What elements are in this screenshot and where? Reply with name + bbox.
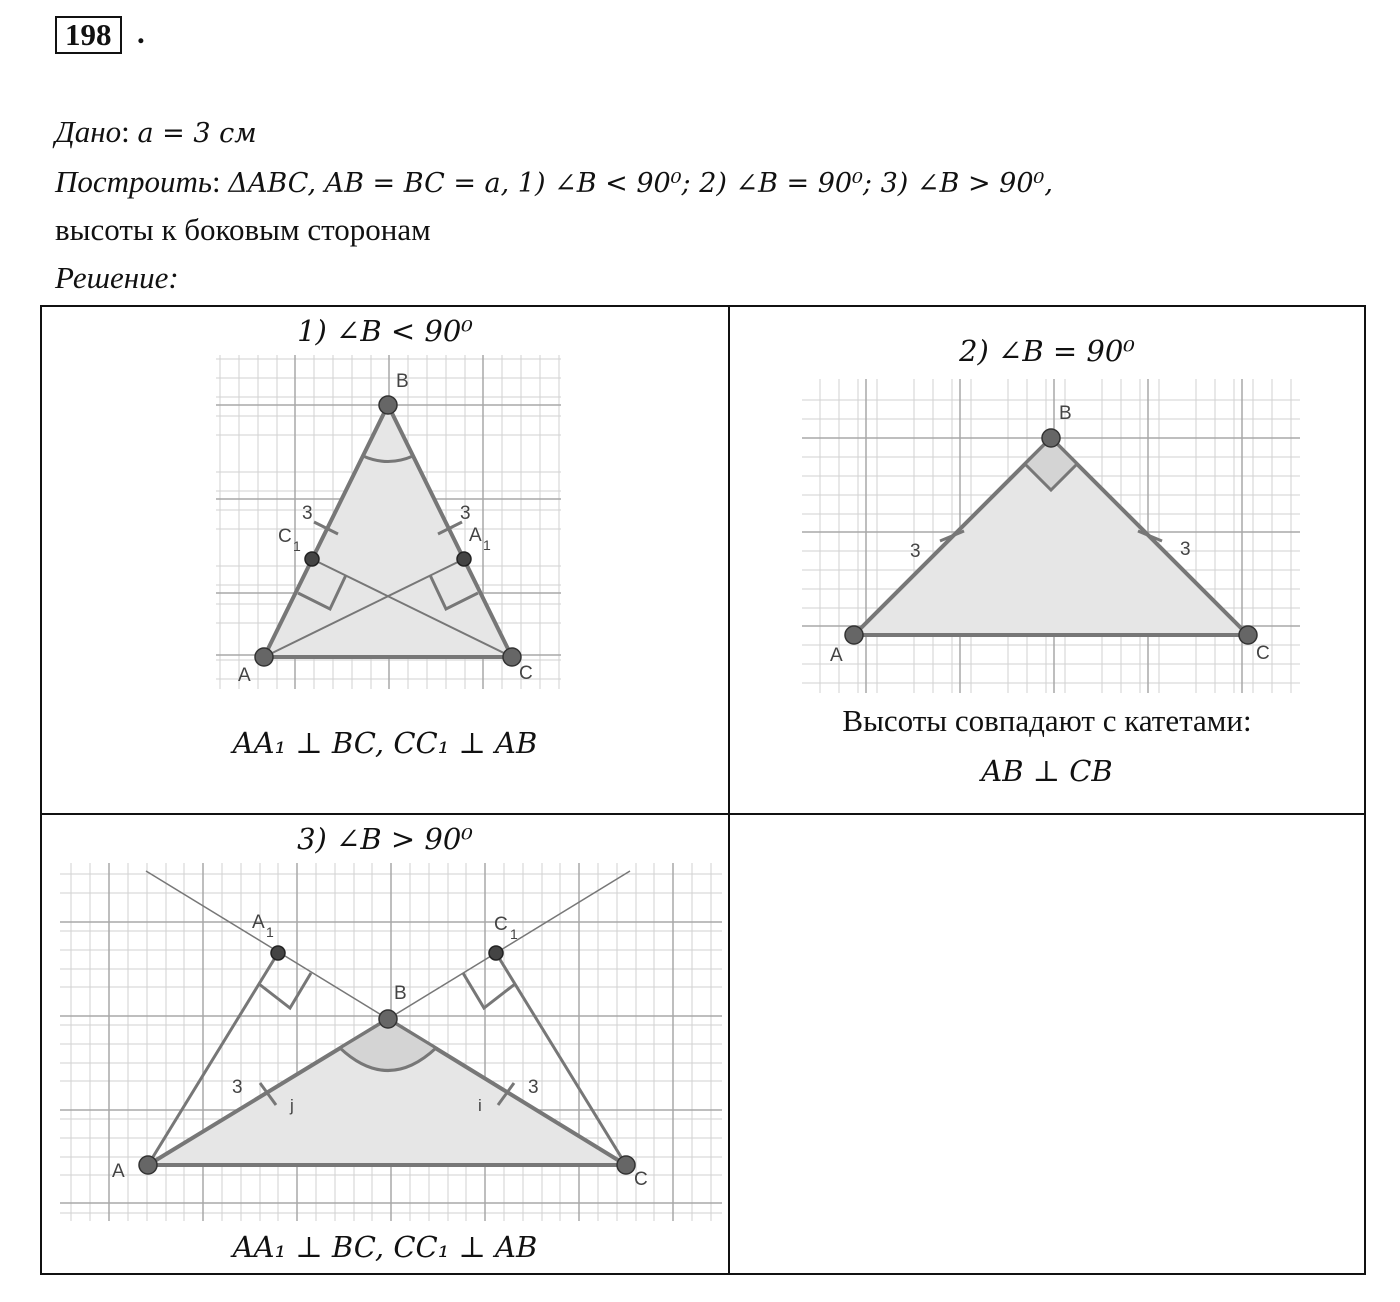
case-3-title: 3) ∠B > 90⁰ [297, 822, 473, 856]
problem-number-dot: . [137, 15, 145, 50]
case-1-figure [216, 355, 561, 689]
case-1-label-b: B [396, 371, 409, 392]
given-line: Дано: a = 3 см [55, 114, 257, 149]
case-3-label-c1: C [494, 914, 508, 935]
construct-label: Построить [55, 164, 213, 199]
case-3-label-c1-sub: 1 [510, 926, 518, 942]
case-3-point-a1 [271, 946, 285, 960]
case-3-figure [60, 863, 722, 1221]
given-label: Дано [55, 114, 122, 149]
case-3-caption: AA₁ ⊥ BC, CC₁ ⊥ AB [232, 1230, 538, 1264]
case-1-label-c: C [519, 663, 533, 684]
case-3-cell [40, 813, 730, 1275]
case-2-caption-2: AB ⊥ CB [981, 754, 1113, 788]
case-1-point-b [379, 396, 397, 414]
case-2-label-a: A [830, 645, 843, 666]
problem-number: 198 [55, 16, 122, 54]
case-3-side-name-i: i [478, 1096, 482, 1115]
case-1-side-label-ab: 3 [302, 503, 313, 524]
case-2-side-label-bc: 3 [1180, 539, 1191, 560]
empty-cell [728, 813, 1366, 1275]
solution-table [40, 305, 1366, 1275]
construct-line-2: высоты к боковым сторонам [55, 212, 431, 247]
case-3-side-label-bc: 3 [528, 1077, 539, 1098]
case-3-point-c [617, 1156, 635, 1174]
case-1-side-label-bc: 3 [460, 503, 471, 524]
case-1-caption: AA₁ ⊥ BC, CC₁ ⊥ AB [232, 726, 538, 760]
case-1-label-c1-sub: 1 [293, 538, 301, 554]
case-3-right-angle-c1 [463, 973, 515, 1008]
case-3-side-label-ab: 3 [232, 1077, 243, 1098]
case-1-label-a1-sub: 1 [483, 537, 491, 553]
case-3-right-angle-a1 [259, 973, 311, 1008]
case-3-point-b [379, 1010, 397, 1028]
case-1-label-a1: A [469, 525, 482, 546]
case-2-point-a [845, 626, 863, 644]
case-1-point-c1 [305, 552, 319, 566]
case-3-side-name-j: j [290, 1096, 294, 1115]
case-1-point-a [255, 648, 273, 666]
case-3-point-a [139, 1156, 157, 1174]
case-3-label-a1-sub: 1 [266, 924, 274, 940]
case-2-label-c: C [1256, 643, 1270, 664]
case-2-cell [728, 305, 1366, 815]
case-2-figure [802, 379, 1300, 693]
case-2-caption-1: Высоты совпадают с катетами: [842, 703, 1252, 738]
case-1-point-a1 [457, 552, 471, 566]
case-2-label-b: B [1059, 403, 1072, 424]
case-1-label-c1: C [278, 526, 292, 547]
case-2-side-label-ab: 3 [910, 541, 921, 562]
case-3-label-b: B [394, 983, 407, 1004]
case-3-label-a1: A [252, 912, 265, 933]
case-3-point-c1 [489, 946, 503, 960]
case-2-point-b [1042, 429, 1060, 447]
construct-text: ΔABC, AB = BC = a, 1) ∠B < 90⁰; 2) ∠B = 90⁰; 3) ∠B > 90⁰, [228, 168, 1053, 199]
case-1-cell [40, 305, 730, 815]
case-3-label-a: A [112, 1161, 125, 1182]
case-2-point-c [1239, 626, 1257, 644]
case-3-label-c: C [634, 1169, 648, 1190]
given-condition: a = 3 см [137, 118, 257, 149]
case-1-label-a: A [238, 665, 251, 686]
case-2-title: 2) ∠B = 90⁰ [959, 334, 1135, 368]
case-1-title: 1) ∠B < 90⁰ [297, 314, 473, 348]
solution-label: Решение: [55, 260, 179, 295]
construct-line: Построить: ΔABC, AB = BC = a, 1) ∠B < 90⁰; 2) ∠B = 90⁰; 3) ∠B > 90⁰, [55, 164, 1053, 199]
